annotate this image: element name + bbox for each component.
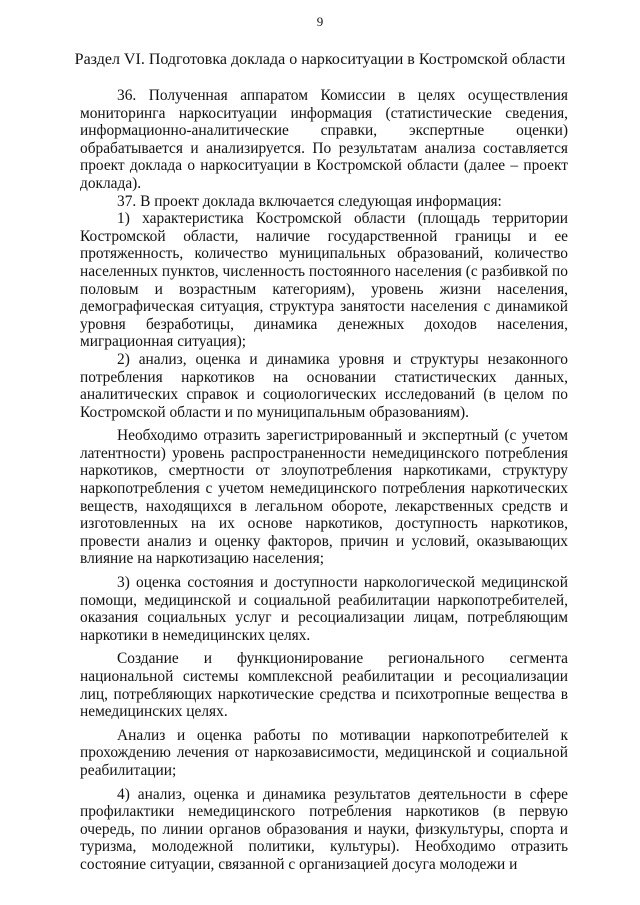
paragraph-37: 37. В проект доклада включается следующая информация: (117, 192, 502, 210)
paragraph-motivation: Анализ и оценка работы по мотивации наркопотребителей к прохождению лечения от наркозависимости, медицинской и социальной реабилитации; (80, 726, 568, 779)
item-1-characteristics: 1) характеристика Костромской области (площадь территории Костромской области, наличие государственной границы и ее протяженность, количество муниципальных образований, количество населенных пунктов, численность постоянного населения (с разбивкой по половым и возрастным категориям), уровень жизни населения, демографическая ситуация, структура занятости населения с динамикой уровня безработицы, динамика денежных доходов населения, миграционная ситуация); (80, 210, 568, 351)
paragraph-necessary-reflect: Необходимо отразить зарегистрированный и экспертный (с учетом латентности) уровень распространенности немедицинского потребления наркотиков, смертности от злоупотребления наркотиками, структуру наркопотребления с учетом немедицинского потребления наркотических веществ, находящихся в легальном обороте, лекарственных средств и изготовленных на их основе наркотиков, доступность наркотиков, провести анализ и оценку факторов, причин и условий, оказывающих влияние на наркотизацию населения; (80, 427, 568, 568)
section-title: Раздел VI. Подготовка доклада о наркоситуации в Костромской области (74, 51, 566, 68)
document-body (80, 87, 568, 874)
item-2-analysis: 2) анализ, оценка и динамика уровня и структуры незаконного потребления наркотиков на основании статистических данных, аналитических справок и социологических исследований (в целом по Костромской области и по муниципальным образованиям). (80, 350, 568, 421)
item-3-assessment: 3) оценка состояния и доступности наркологической медицинской помощи, медицинской и социальной реабилитации наркопотребителей, оказания социальных услуг и ресоциализации лицам, потребляющим наркотики в немедицинских целях. (80, 574, 568, 644)
item-4-prevention: 4) анализ, оценка и динамика результатов деятельности в сфере профилактики немедицинского потребления наркотиков (в первую очередь, по линии органов образования и науки, физкультуры, спорта и туризма, молодежной политики, культуры). Необходимо отразить состояние ситуации, связанной с организацией досуга молодежи и (80, 785, 568, 873)
paragraph-36: 36. Полученная аппаратом Комиссии в целях осуществления мониторинга наркоситуации информация (статистические сведения, информационно-аналитические справки, экспертные оценки) обрабатывается и анализируется. По результатам анализа составляется проект доклада о наркоситуации в Костромской области (далее – проект доклада). (80, 87, 568, 192)
paragraph-regional-segment: Создание и функционирование регионального сегмента национальной системы комплексной реабилитации и ресоциализации лиц, потребляющих наркотические средства и психотропные вещества в немедицинских целях. (80, 650, 568, 721)
page-number: 9 (316, 14, 324, 29)
